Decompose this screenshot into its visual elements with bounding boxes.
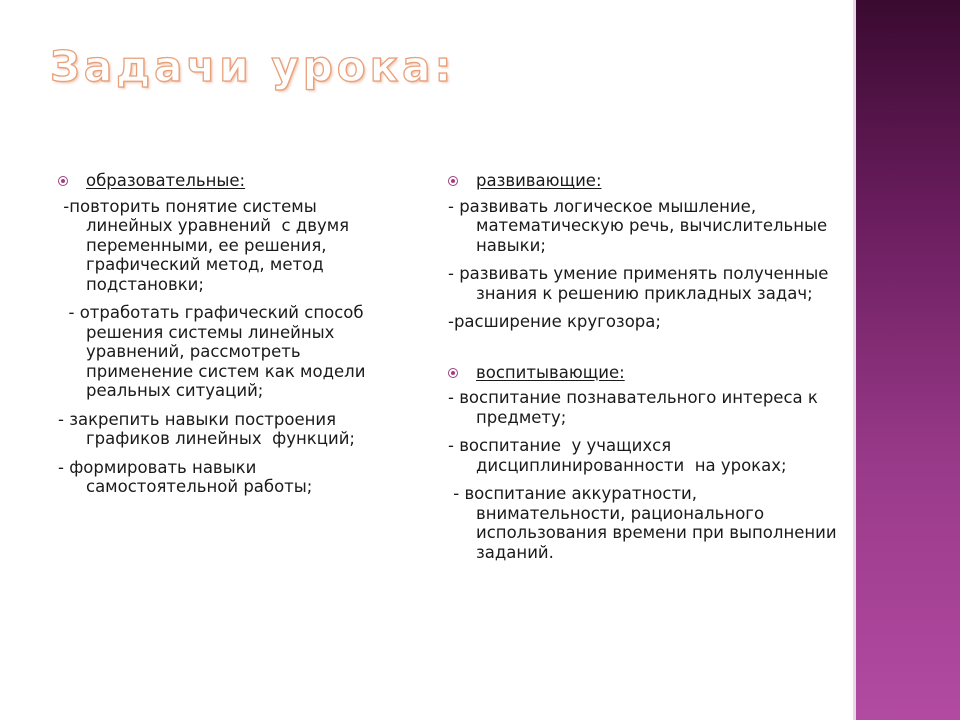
list-item: - воспитание познавательного интереса к предмету;: [448, 388, 824, 427]
list-item: - закрепить навыки построения графиков линейных функций;: [58, 409, 355, 448]
right-column: [448, 171, 842, 571]
bullet-icon: [58, 176, 68, 186]
heading-educational: [58, 171, 408, 191]
list-item: - воспитание у учащихся дисциплинированности на уроках;: [448, 436, 787, 475]
decorative-sidebar: [856, 0, 960, 720]
list-item: - отработать графический способ решения системы линейных уравнений, рассмотреть применение систем как модели реальных ситуаций;: [58, 303, 371, 400]
left-column: [58, 171, 408, 506]
slide-title: Задачи урока:: [50, 42, 456, 91]
heading-text: образовательные:: [86, 171, 246, 190]
heading-upbringing: [448, 363, 838, 383]
bullet-icon: [448, 368, 458, 378]
list-item: -повторить понятие системы линейных уравнений с двумя переменными, ее решения, графический метод, метод подстановки;: [58, 196, 355, 294]
heading-text: развивающие:: [476, 171, 602, 190]
list-item: - формировать навыки самостоятельной работы;: [58, 457, 313, 496]
bullet-icon: [448, 176, 458, 186]
section-spacer: [448, 341, 838, 363]
heading-text: воспитывающие:: [476, 362, 625, 382]
list-item: - воспитание аккуратности, внимательности, рационального использования времени при выполнении заданий.: [448, 484, 842, 562]
heading-developing: [448, 171, 838, 191]
list-item: - развивать логическое мышление, математическую речь, вычислительные навыки;: [448, 196, 833, 255]
list-item: -расширение кругозора;: [448, 312, 661, 331]
list-item: - развивать умение применять полученные знания к решению прикладных задач;: [448, 264, 834, 303]
